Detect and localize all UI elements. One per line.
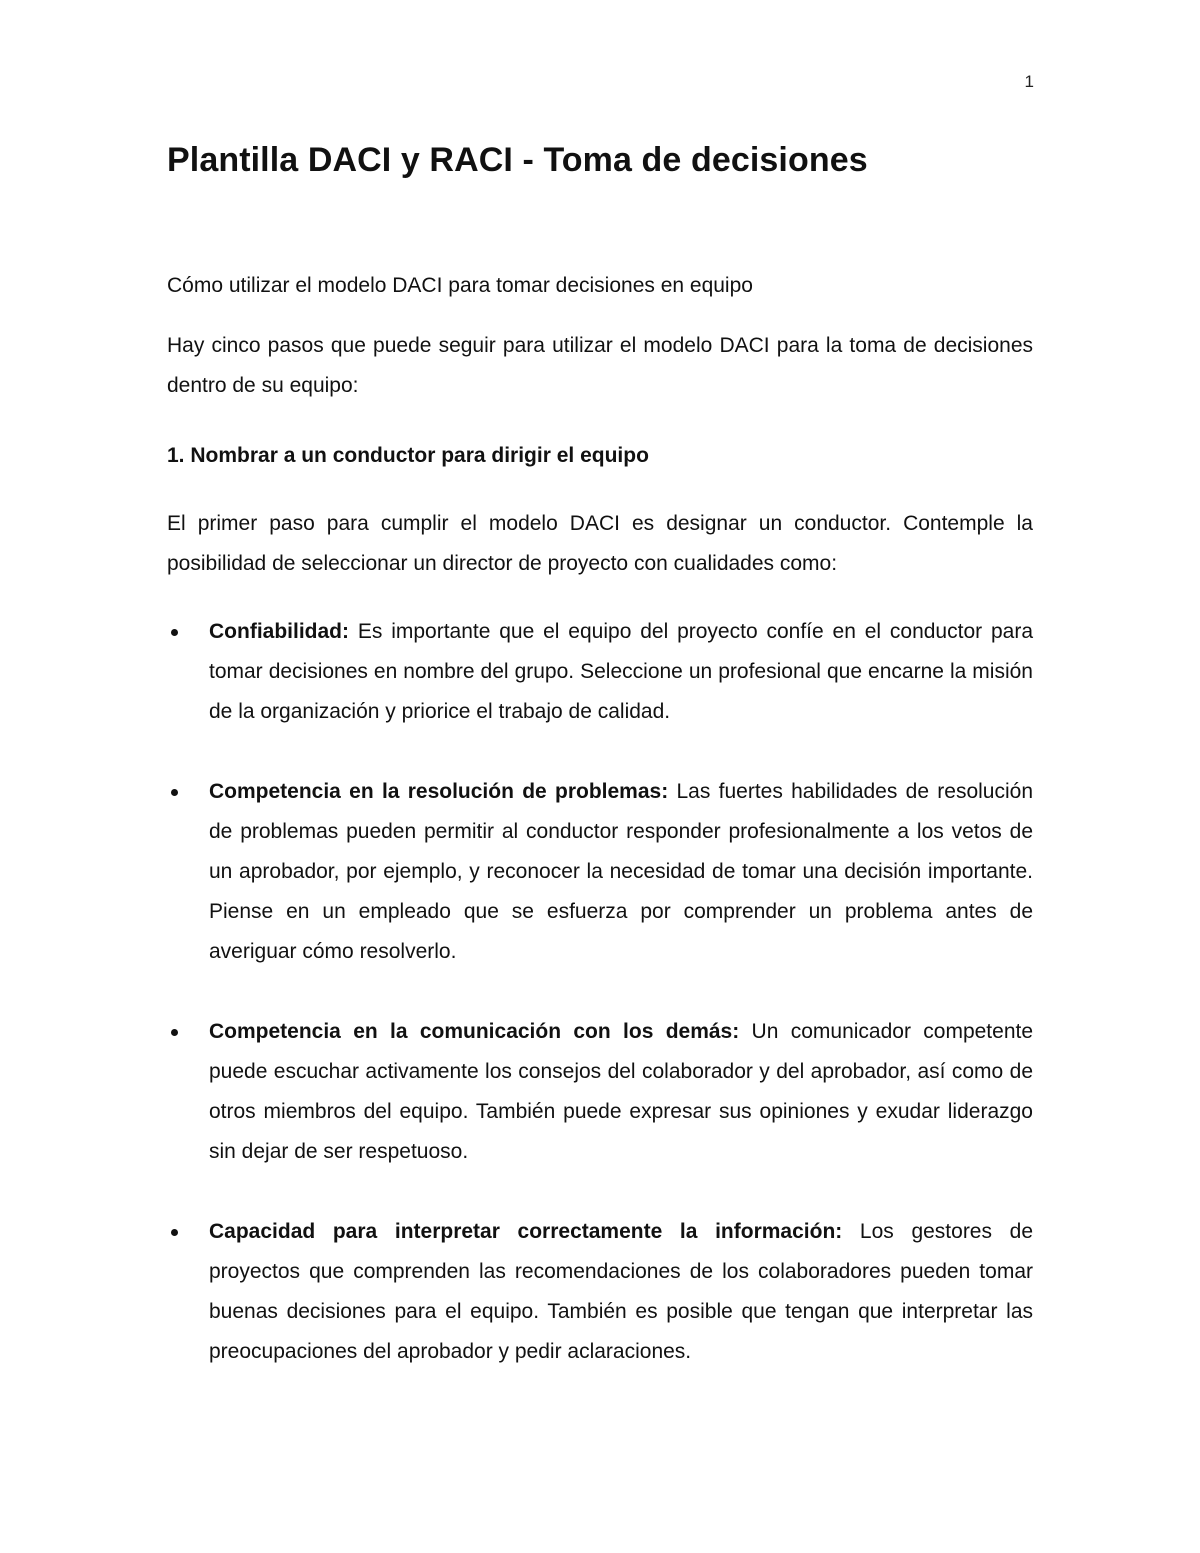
bullet-icon <box>171 1029 178 1036</box>
intro-paragraph: Hay cinco pasos que puede seguir para utilizar el modelo DACI para la toma de decisiones dentro de su equipo: <box>167 334 1033 397</box>
bullet-term: Competencia en la comunicación con los demás: <box>209 1020 740 1043</box>
document-body <box>167 138 1033 1372</box>
bullet-text: Las fuertes habilidades de resolución de problemas pueden permitir al conductor responder profesionalmente a los vetos de un aprobador, por ejemplo, y reconocer la necesidad de tomar una decisión importante. Piense en un empleado que se esfuerza por comprender un problema antes de averiguar cómo resolverlo. <box>209 780 1034 963</box>
page-number: 1 <box>1024 72 1034 91</box>
document-title: Plantilla DACI y RACI - Toma de decisiones <box>167 141 868 179</box>
list-item-resolucion-problemas <box>167 772 1033 972</box>
bullet-term: Capacidad para interpretar correctamente la información: <box>209 1220 843 1243</box>
bullet-text: Es importante que el equipo del proyecto confíe en el conductor para tomar decisiones en nombre del grupo. Seleccione un profesional que encarne la misión de la organización y priorice el trabajo de calidad. <box>209 620 1033 723</box>
bullet-icon <box>171 789 178 796</box>
qualities-list <box>167 612 1033 1372</box>
bullet-term: Confiabilidad: <box>209 620 349 643</box>
bullet-text: Un comunicador competente puede escuchar activamente los consejos del colaborador y del aprobador, así como de otros miembros del equipo. También puede expresar sus opiniones y exudar liderazgo sin dejar de ser respetuoso. <box>209 1020 1034 1163</box>
step-1-heading: 1. Nombrar a un conductor para dirigir el equipo <box>167 444 649 467</box>
list-item-interpretar-informacion <box>167 1212 1033 1372</box>
bullet-icon <box>171 1229 178 1236</box>
step-1-paragraph: El primer paso para cumplir el modelo DACI es designar un conductor. Contemple la posibilidad de seleccionar un director de proyecto con cualidades como: <box>167 512 1033 575</box>
bullet-term: Competencia en la resolución de problemas: <box>209 780 669 803</box>
list-item-comunicacion <box>167 1012 1033 1172</box>
bullet-text: Los gestores de proyectos que comprenden las recomendaciones de los colaboradores pueden tomar buenas decisiones para el equipo. También es posible que tengan que interpretar las preocupaciones del aprobador y pedir aclaraciones. <box>209 1220 1034 1363</box>
document-subtitle: Cómo utilizar el modelo DACI para tomar decisiones en equipo <box>167 274 753 297</box>
bullet-icon <box>171 629 178 636</box>
list-item-confiabilidad <box>167 612 1033 732</box>
